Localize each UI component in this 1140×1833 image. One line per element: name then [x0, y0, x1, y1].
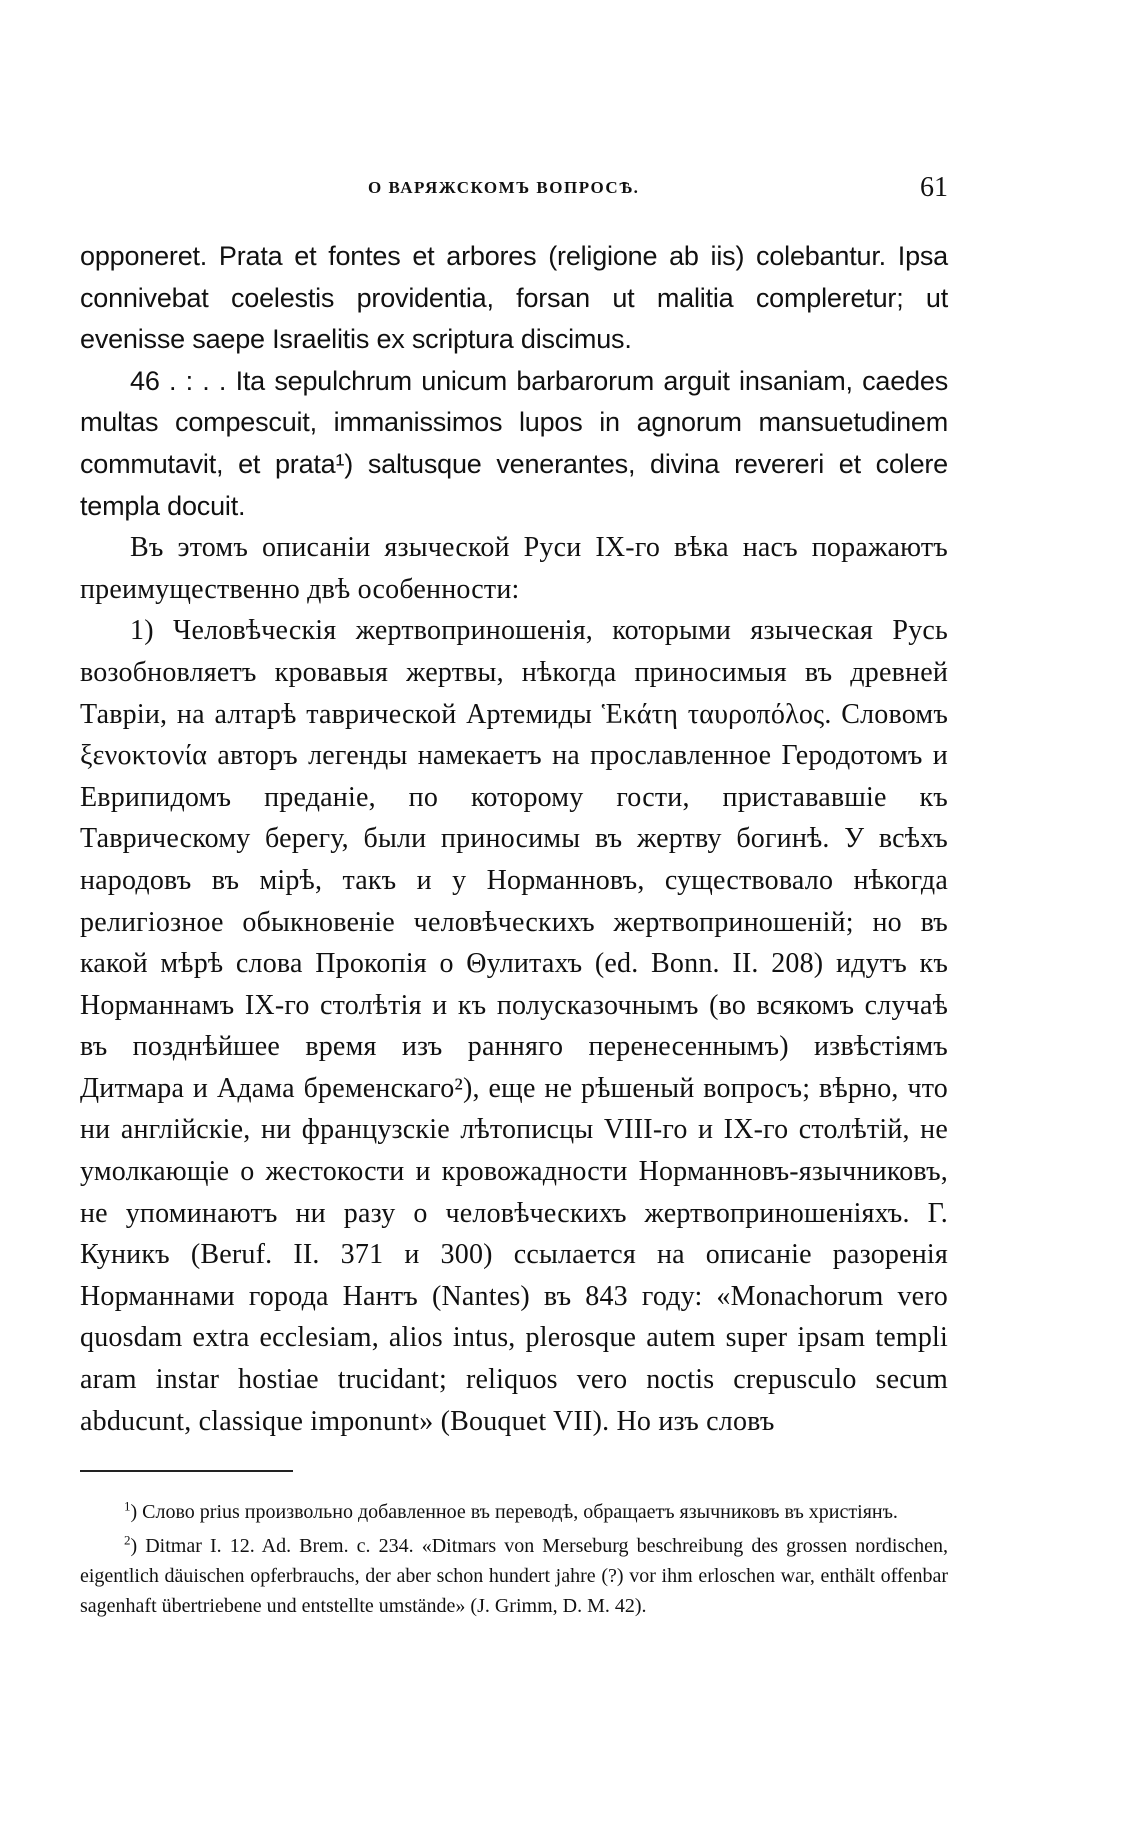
footnote-1: [80, 1497, 948, 1527]
russian-paragraph-intro: Въ этомъ описаніи языческой Руси IX-го вѣка насъ поражаютъ преимущественно двѣ особенности:: [80, 532, 948, 605]
book-page: [80, 0, 1040, 1833]
footnote-1-text: ) Слово prius произвольно добавленное въ переводѣ, обращаетъ язычниковъ въ христіянъ.: [130, 1501, 898, 1523]
russian-paragraph-1: 1) Человѣческія жертвоприношенія, которыми языческая Русь возобновляетъ кровавыя жертвы, нѣкогда приносимыя въ древней Тавріи, на алтарѣ таврической Артемиды Ἑκάτη ταυροπόλος. Словомъ ξενοκτονία авторъ легенды намекаетъ на прославленное Геродотомъ и Еврипидомъ преданіе, по которому гости, пристававшіе къ Таврическому берегу, были приносимы въ жертву богинѣ. У всѣхъ народовъ въ мірѣ, такъ и у Норманновъ, существовало нѣкогда религіозное обыкновеніе человѣческихъ жертвоприношеній; но въ какой мѣрѣ слова Прокопія о Θулитахъ (ed. Bonn. II. 208) идутъ къ Норманнамъ IX-го столѣтія и къ полусказочнымъ (во всякомъ случаѣ въ позднѣйшее время изъ ранняго перенесеннымъ) извѣстіямъ Дитмара и Адама бременскаго²), еще не рѣшеный вопросъ; вѣрно, что ни англійскіе, ни французскіе лѣтописцы VIII-го и IX-го столѣтій, не умолкающіе о жестокости и кровожадности Норманновъ-язычниковъ, не упоминаютъ ни разу о человѣческихъ жертвоприношеніяхъ. Г. Куникъ (Beruf. II. 371 и 300) ссылается на описаніе разоренія Норманнами города Нантъ (Nantes) въ 843 году: «Monachorum vero quosdam extra ecclesiam, alios intus, plerosque autem super ipsam templi aram instar hostiae trucidant; reliquos vero noctis crepusculo secum abducunt, classique imponunt» (Bouquet VII). Но изъ словъ: [80, 615, 948, 1437]
footnote-2-marker: 2: [124, 1532, 131, 1548]
page-number: 61: [920, 172, 948, 203]
footnotes: [80, 1497, 948, 1625]
footnote-2-text: ) Ditmar I. 12. Ad. Brem. c. 234. «Ditmars von Merseburg beschreibung des grossen nordischen, eigentlich däuischen opferbrauchs, der aber schon hundert jahre (?) vor ihm erloschen war, enthält offenbar sagenhaft übertriebene und entstellte umstände» (J. Grimm, D. M. 42).: [80, 1535, 948, 1617]
latin-paragraph-2: 46 . : . . Ita sepulchrum unicum barbarorum arguit insaniam, caedes multas compescuit, immanissimos lupos in agnorum mansuetudinem commutavit, et prata¹) saltusque venerantes, divina revereri et colere templa docuit.: [80, 365, 948, 521]
footnote-2: [80, 1531, 948, 1621]
running-head: [80, 172, 948, 208]
main-text: [80, 236, 948, 1442]
running-title: О ВАРЯЖСКОМЪ ВОПРОСѢ.: [368, 178, 640, 197]
footnote-rule: [80, 1470, 293, 1472]
footnote-1-marker: 1: [124, 1498, 131, 1514]
latin-paragraph-1: opponeret. Prata et fontes et arbores (religione ab iis) colebantur. Ipsa connivebat coelestis providentia, forsan ut malitia compleretur; ut evenisse saepe Israelitis ex scriptura discimus.: [80, 241, 948, 355]
